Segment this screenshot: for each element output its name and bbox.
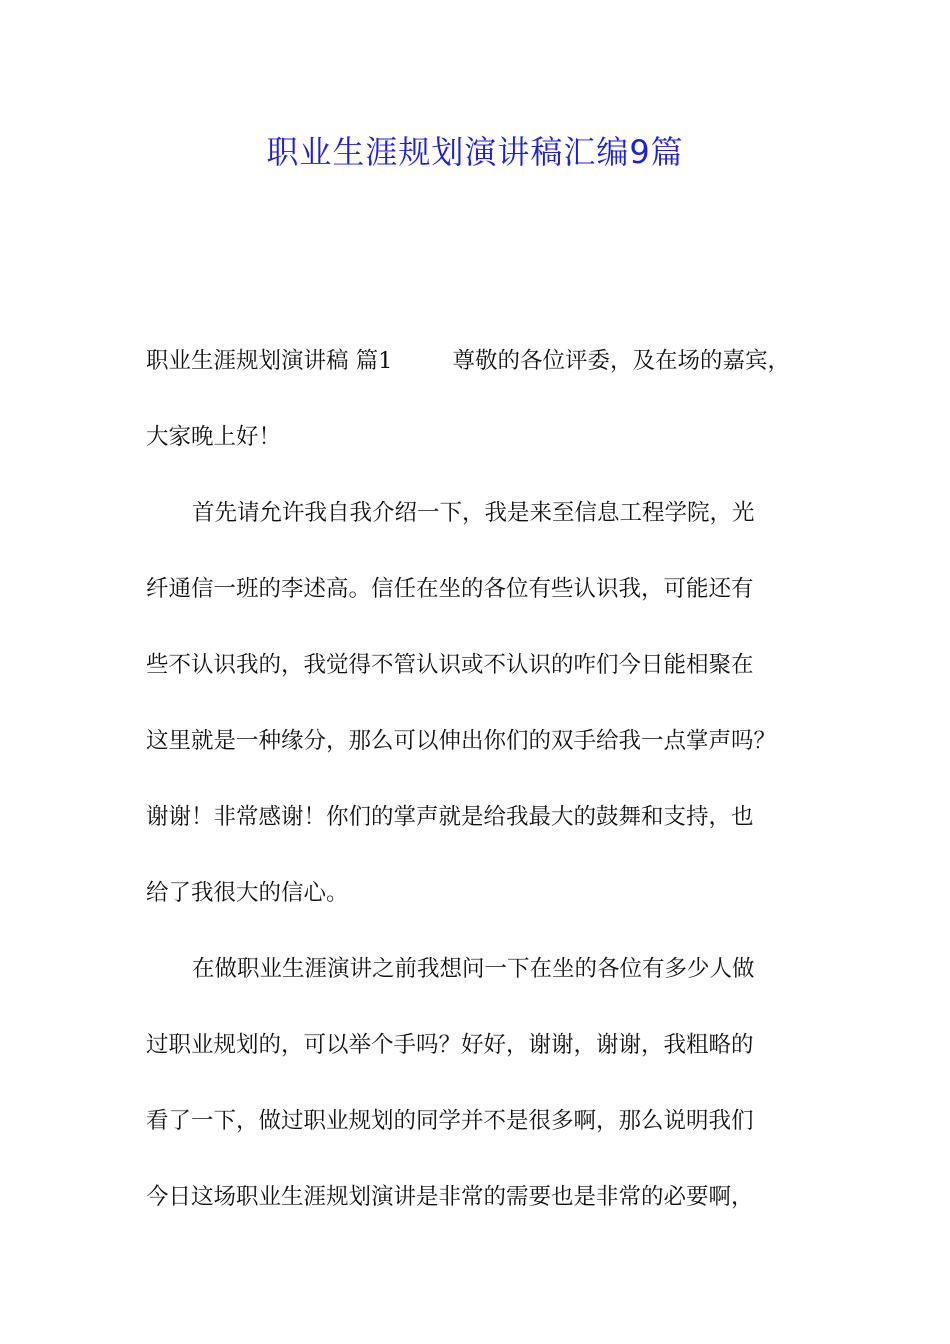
paragraph-line: 给了我很大的信心。 bbox=[146, 880, 349, 906]
paragraph-line: 今日这场职业生涯规划演讲是非常的需要也是非常的必要啊， bbox=[146, 1184, 754, 1210]
section-heading: 职业生涯规划演讲稿 篇1 bbox=[146, 348, 393, 374]
paragraph-line: 纤通信一班的李述高。信任在坐的各位有些认识我，可能还有 bbox=[146, 576, 754, 602]
paragraph-line: 这里就是一种缘分，那么可以伸出你们的双手给我一点掌声吗？ bbox=[146, 728, 777, 754]
greeting-line: 尊敬的各位评委，及在场的嘉宾， bbox=[452, 348, 790, 374]
paragraph-line: 在做职业生涯演讲之前我想问一下在坐的各位有多少人做 bbox=[192, 956, 755, 982]
paragraph-line bbox=[146, 346, 790, 376]
paragraph-line: 首先请允许我自我介绍一下，我是来至信息工程学院，光 bbox=[192, 500, 755, 526]
paragraph-line: 过职业规划的，可以举个手吗？好好，谢谢，谢谢，我粗略的 bbox=[146, 1032, 754, 1058]
paragraph-line: 大家晚上好！ bbox=[146, 424, 282, 450]
document-title: 职业生涯规划演讲稿汇编9篇 bbox=[266, 133, 684, 171]
paragraph-line: 看了一下，做过职业规划的同学并不是很多啊，那么说明我们 bbox=[146, 1108, 754, 1134]
paragraph-line: 谢谢！非常感谢！你们的掌声就是给我最大的鼓舞和支持，也 bbox=[146, 804, 754, 830]
paragraph-line: 些不认识我的，我觉得不管认识或不认识的咋们今日能相聚在 bbox=[146, 652, 754, 678]
